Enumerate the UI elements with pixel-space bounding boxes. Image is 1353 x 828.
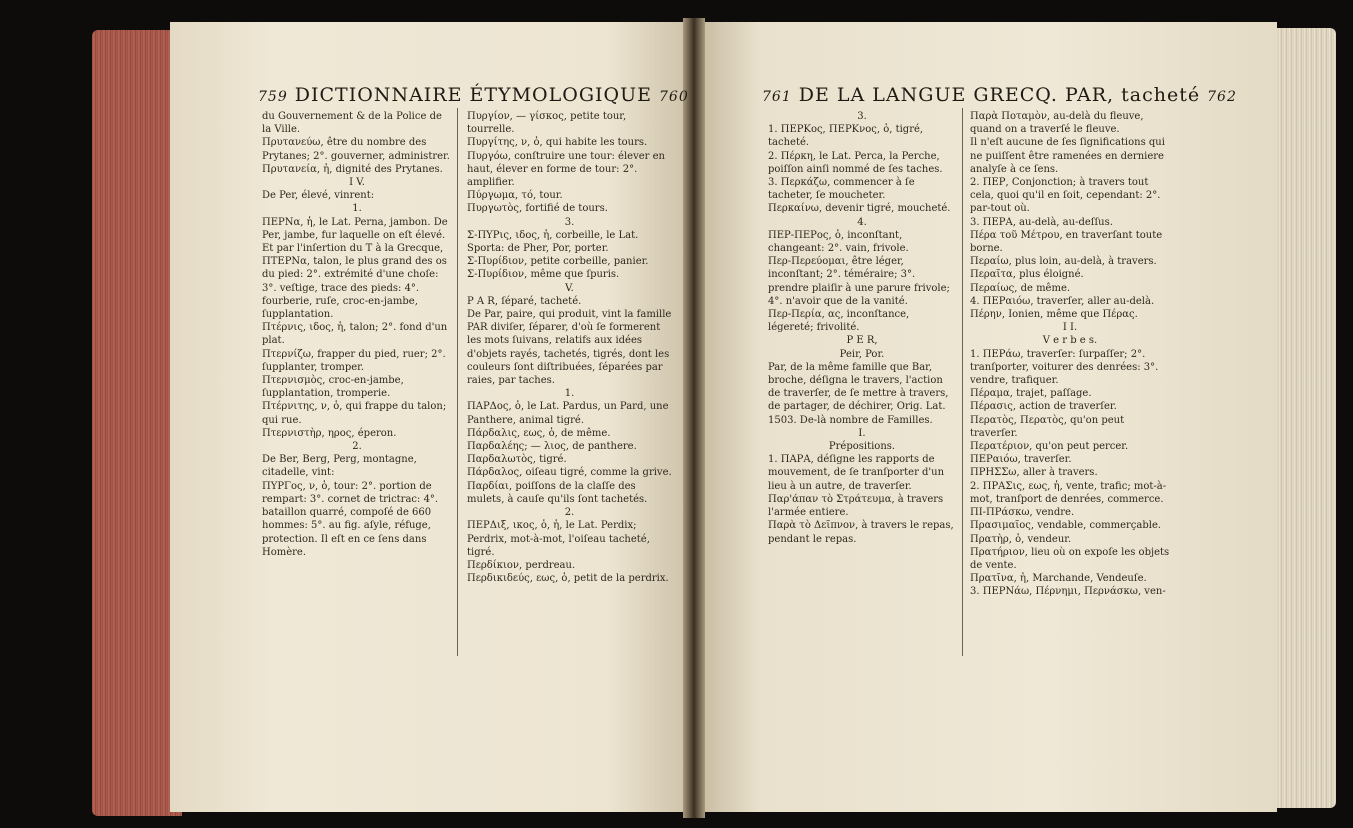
left-col1-line: Πτέρνις, ιδος, ἡ, talon; 2°. fond d'un plat. (262, 322, 448, 347)
left-col2-line: De Par, paire, qui produit, vint la famille PAR diviſer, ſéparer, d'où ſe formerent les mots ſuivans, relatifs aux idées d'objets rayés, tachetés, tigrés, dont les couleurs ſont diſtribuées, ſéparées par raies, par taches. (467, 309, 672, 387)
right-col2-line: ΠΡΗΣΣω, aller à travers. (970, 467, 1098, 479)
right-col2-line: Πέρην, Ionien, même que Πέρας. (970, 309, 1138, 321)
right-col1-line: Prépositions. (828, 441, 896, 453)
right-col1-line: Περ-Περεύομαι, être léger, inconſtant; 2°. téméraire; 3°. prendre plaiſir à une parure frivole; 4°. n'avoir que de la vanité. (768, 256, 950, 307)
right-col1-line: P E R, (846, 335, 878, 347)
right-col1-line: 2. Πέρκη, le Lat. Perca, la Perche, poiſſon ainſi nommé de ſes taches. (768, 150, 943, 175)
left-col2-line: 1. (564, 388, 575, 400)
right-col1-line: 3. (857, 111, 867, 122)
left-col1-line: De Ber, Berg, Perg, montagne, citadelle, vint: (262, 454, 417, 479)
left-col1-line: Πτερνίζω, frapper du pied, ruer; 2°. ſupplanter, tromper. (262, 348, 446, 373)
right-page-number-b: 762 (1207, 89, 1237, 105)
left-col2-line: Πυργίτης, ν, ὁ, qui habite les tours. (467, 137, 648, 149)
left-col2-line: Σ-ΠΥΡις, ιδος, ἡ, corbeille, le Lat. Sporta: de Pher, Por, porter. (467, 229, 639, 255)
left-col2-line: V. (565, 282, 574, 294)
left-col1-line: ΠΥΡΓος, ν, ὁ, tour: 2°. portion de rempart: 3°. cornet de trictrac: 4°. bataillon quarré, compoſé de 660 hommes: 5°. au fig. aſyle, réfuge, protection. Il eſt en ce ſens dans Homère. (262, 480, 439, 558)
right-col2-line: ΠΕΡαιόω, traverſer. (970, 454, 1072, 466)
right-col1-line: Παρ'άπαν τὸ Στράτευμα, à travers l'armée entiere. (768, 493, 944, 519)
left-page-number-b: 760 (659, 89, 689, 105)
right-col1-line: Par, de la même famille que Bar, broche, déſigna le travers, l'action de traverſer, de ſe mettre à travers, de partager, de déchirer, Orig. Lat. 1503. De-là nombre de Familles. (768, 361, 949, 426)
right-col2-line: 3. ΠΕΡΑ, au-delà, au-deſſus. (970, 216, 1113, 228)
left-col1-line: Πρυτανεύω, être du nombre des Prytanes; 2°. gouverner, administrer. (262, 137, 450, 162)
left-col2-line: Πάρδαλις, εως, ὁ, de même. (467, 427, 611, 439)
left-col2-line: Περδίκιον, perdreau. (467, 559, 576, 571)
left-col2-line: Σ-Πυρίδιον, même que ſpuris. (467, 269, 620, 281)
right-col1-line: I. (858, 427, 866, 439)
right-col2-line: Πρασιμαῖος, vendable, commerçable. (970, 520, 1162, 532)
left-page-title: DICTIONNAIRE ÉTYMOLOGIQUE (294, 84, 652, 106)
right-col2-line: Πέρα τοῦ Μέτρου, en traverſant toute borne. (970, 229, 1163, 255)
book-gutter (683, 18, 705, 818)
right-col1-line: ΠΕΡ-ΠΕΡος, ὁ, inconſtant, changeant: 2°. vain, frivole. (768, 229, 909, 255)
left-col2-line: Πυργίον, — γίσκος, petite tour, tourrelle. (467, 111, 627, 136)
right-col2-line: Πρατὴρ, ὁ, vendeur. (970, 533, 1072, 545)
right-page-column-1 (768, 110, 956, 670)
right-page-title: DE LA LANGUE GRECQ. PAR, tacheté (798, 84, 1201, 106)
right-col2-line: Πρατῖνα, ἡ, Marchande, Vendeuſe. (970, 573, 1147, 585)
right-col2-line: 2. ΠΕΡ, Conjonction; à travers tout cela, quoi qu'il en ſoit, cependant: 2°. par-tout où. (970, 177, 1161, 215)
left-col2-line: Παρδαλέης; — λιος, de panthere. (467, 441, 637, 453)
right-col2-line: 4. ΠΕΡαιόω, traverſer, aller au-delà. (970, 295, 1155, 307)
right-col2-line: Πέρασις, action de traverſer. (970, 401, 1117, 413)
right-col2-line: Παρὰ Ποταμὸν, au-delà du fleuve, quand on a traverſé le fleuve. (970, 111, 1144, 136)
left-col1-line: Πτερνισμὸς, croc-en-jambe, ſupplantation, tromperie. (262, 375, 404, 400)
left-col2-line: Πυργωτὸς, fortifié de tours. (467, 203, 608, 215)
left-page-column-1 (262, 110, 452, 670)
right-page-number-a: 761 (762, 89, 792, 105)
right-col2-line: 3. ΠΕΡΝάω, Πέρνημι, Περνάσκω, ven- (970, 586, 1166, 598)
right-col1-line: Περ-Περία, ας, inconſtance, légereté; frivolité. (768, 309, 910, 334)
left-col1-line: I V. (349, 177, 365, 189)
left-col1-line: Πρυτανεία, ἡ, dignité des Prytanes. (262, 163, 443, 175)
left-page-column-2 (467, 110, 672, 670)
right-col2-line: Il n'eſt aucune de ſes ſignifications qui ne puiſſent être ramenées en derniere analyſe à ce ſens. (970, 137, 1165, 175)
right-col1-line: 4. (857, 216, 867, 228)
left-col1-line: ΠΕΡΝα, ἡ, le Lat. Perna, jambon. De Per, jambe, fur laquelle on eſt élevé. (262, 216, 448, 241)
left-col2-line: ΠΑΡΔος, ὁ, le Lat. Pardus, un Pard, une Panthere, animal tigré. (467, 401, 669, 426)
right-col2-line: I I. (1062, 322, 1078, 334)
right-col2-line: V e r b e s. (1042, 335, 1098, 347)
right-col2-line: Περαίως, de même. (970, 282, 1071, 294)
left-col2-line: Σ-Πυρίδιον, petite corbeille, panier. (467, 256, 649, 268)
left-col1-line: Πτέρνιτης, ν, ὁ, qui frappe du talon; qui rue. (262, 401, 447, 426)
page-edges-right (1268, 28, 1336, 808)
left-col2-line: Παρδαλωτὸς, tigré. (467, 454, 567, 466)
right-col2-line: Περατὸς, Περατὸς, qu'on peut traverſer. (970, 414, 1125, 439)
page-edges-left (92, 30, 182, 816)
left-col2-line: Παρδίαι, poiſſons de la claſſe des mulets, à cauſe qu'ils ſont tachetés. (467, 480, 648, 505)
left-col1-line: 2. (352, 441, 362, 453)
right-col2-line: 1. ΠΕΡάω, traverſer: ſurpaſſer; 2°. tranſporter, voiturer des denrées: 3°. vendre, trafiquer. (970, 348, 1159, 387)
left-column-rule (457, 108, 458, 656)
left-col2-line: Περδικιδεύς, εως, ὁ, petit de la perdrix. (467, 573, 669, 585)
right-col1-line: Παρὰ τὸ Δεῖπνον, à travers le repas, pendant le repas. (768, 520, 954, 545)
left-col1-line: De Per, élevé, vinrent: (262, 190, 375, 202)
right-col2-line: Περαίω, plus loin, au-delà, à travers. (970, 256, 1157, 268)
right-col2-line: Περατέριον, qu'on peut percer. (970, 441, 1129, 453)
right-col1-line: 1. ΠΑΡΑ, déſigne les rapports de mouvement, de ſe tranſporter d'un lieu à un autre, de traverſer. (768, 454, 945, 492)
left-col2-line: Πάρδαλος, oiſeau tigré, comme la grive. (467, 467, 672, 479)
right-col2-line: 2. ΠΡΑΣις, εως, ἡ, vente, trafic; mot-à-mot, tranſport de denrées, commerce. (970, 480, 1167, 505)
left-col2-line: ΠΕΡΔιξ, ικος, ὁ, ἡ, le Lat. Perdix; Perdrix, mot-à-mot, l'oiſeau tacheté, tigré. (467, 520, 650, 558)
right-col1-line: 1. ΠΕΡΚος, ΠΕΡΚνος, ὁ, tigré, tacheté. (768, 124, 924, 149)
right-col2-line: Πρατήριον, lieu où on expoſe les objets de vente. (970, 546, 1170, 571)
left-col1-line: 1. (352, 203, 362, 215)
left-col2-line: P A R, ſéparé, tacheté. (467, 295, 582, 307)
right-col1-line: Peir, Por. (839, 348, 885, 360)
left-col1-line: Πτερνιστὴρ, ηρος, éperon. (262, 427, 397, 439)
left-col2-line: 2. (564, 507, 575, 519)
left-page-header (258, 84, 689, 106)
right-col2-line: Περαῖτα, plus éloigné. (970, 269, 1084, 281)
right-col1-line: Περκαίνω, devenir tigré, moucheté. (768, 203, 951, 215)
right-col2-line: ΠΙ-ΠΡάσκω, vendre. (970, 507, 1075, 519)
right-page-header (762, 84, 1237, 106)
right-page-column-2 (970, 110, 1170, 670)
right-col2-line: Πέραμα, trajet, paſſage. (970, 388, 1092, 400)
right-column-rule (962, 108, 963, 656)
left-col1-line: ΠΤΕΡΝα, talon, le plus grand des os du pied: 2°. extrémité d'une choſe: 3°. veſtige, trace des pieds: 4°. fourberie, ruſe, croc-en-jambe, ſupplantation. (262, 256, 447, 321)
left-col2-line: Πυργόω, conſtruire une tour: élever en haut, élever en forme de tour: 2°. amplifier. (467, 150, 665, 189)
right-col1-line: 3. Περκάζω, commencer à ſe tacheter, ſe moucheter. (768, 177, 915, 202)
left-col1-line: du Gouvernement & de la Police de la Ville. (262, 111, 442, 136)
left-col2-line: Πύργωμα, τό, tour. (467, 190, 563, 202)
left-col1-line: Et par l'inſertion du T à la Grecque, (262, 243, 444, 255)
left-col2-line: 3. (564, 216, 575, 228)
left-page-number-a: 759 (258, 89, 288, 105)
